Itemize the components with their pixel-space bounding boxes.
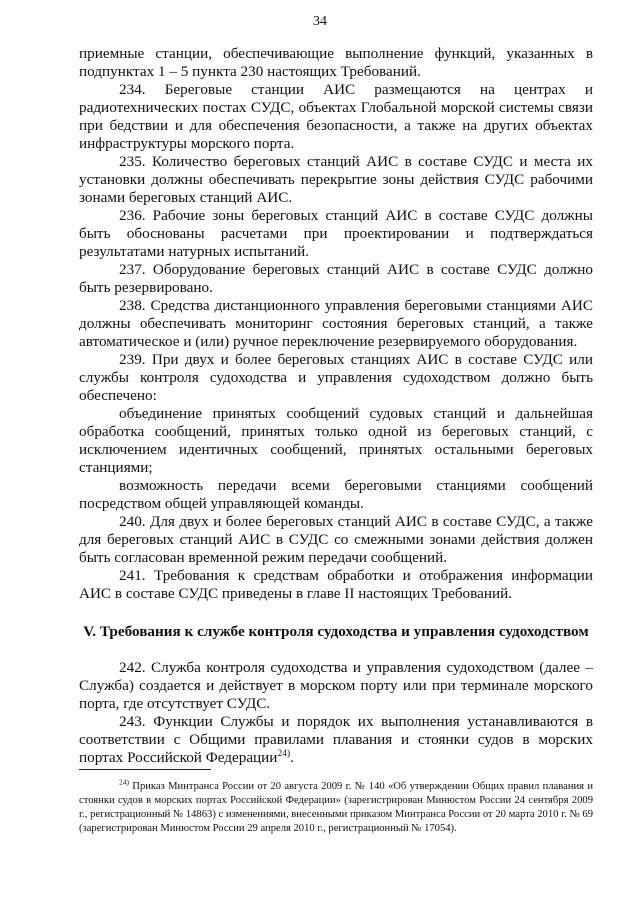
- main-text: [79, 45, 593, 767]
- footnote-text: Приказ Минтранса России от 20 августа 2009 г. № 140 «Об утверждении Общих правил плавания и стоянки судов в морских портах Российской Федерации» (зарегистрирован Минюстом России 24 сентября 2009 г., регистрационный № 14863) с изменениями, внесенными приказом Минтранса России от 20 марта 2010 г. № 69 (зарегистрирован Минюстом России 29 апреля 2010 г., регистрационный № 17054).: [79, 781, 593, 834]
- paragraph-237: 237. Оборудование береговых станций АИС в составе СУДС должно быть резервировано.: [79, 261, 593, 296]
- paragraph-239-item-2: возможность передачи всеми береговыми станциями сообщений посредством общей управляющей команды.: [79, 477, 593, 512]
- paragraph-239-item-1: объединение принятых сообщений судовых станций и дальнейшая обработка сообщений, принятых только одной из береговых станций, с исключением идентичных сообщений, принятых остальными береговых станциями;: [79, 405, 593, 476]
- paragraph-243: [79, 713, 593, 767]
- footnote-reference[interactable]: 24): [277, 748, 291, 759]
- paragraph-242: 242. Служба контроля судоходства и управления судоходством (далее – Служба) создается и действует в морском порту или при терминале морского порта, где отсутствует СУДС.: [79, 659, 593, 712]
- paragraph-238: 238. Средства дистанционного управления береговыми станциями АИС должны обеспечивать мониторинг состояния береговых станций, а также автоматическое и (или) ручное переключение резервируемого оборудования.: [79, 297, 593, 350]
- paragraph-241: 241. Требования к средствам обработки и отображения информации АИС в составе СУДС приведены в главе II настоящих Требований.: [79, 567, 593, 602]
- section-heading: V. Требования к службе контроля судоходства и управления судоходством: [83, 623, 589, 640]
- paragraph-239: 239. При двух и более береговых станциях АИС в составе СУДС или службы контроля судоходства и управления судоходством должно быть обеспечено:: [79, 351, 593, 404]
- paragraph-235: 235. Количество береговых станций АИС в составе СУДС и места их установки должны обеспечивать перекрытие зоны действия СУДС рабочими зонами береговых станций АИС.: [79, 153, 593, 206]
- paragraph-continuation: приемные станции, обеспечивающие выполнение функций, указанных в подпунктах 1 – 5 пункта 230 настоящих Требований.: [79, 45, 593, 80]
- paragraph-236: 236. Рабочие зоны береговых станций АИС в составе СУДС должны быть обоснованы расчетами при проектировании и подтверждаться результатами натурных испытаний.: [79, 207, 593, 260]
- page-number: 34: [313, 14, 327, 29]
- paragraph-240: 240. Для двух и более береговых станций АИС в составе СУДС, а также для береговых станций АИС в СУДС со смежными зонами действия должен быть согласован временной режим передачи сообщений.: [79, 513, 593, 566]
- footnote-mark: 24): [119, 777, 129, 787]
- footnote-divider: [79, 769, 211, 770]
- footnote: [79, 777, 593, 836]
- paragraph-243-text: 243. Функции Службы и порядок их выполнения устанавливаются в соответствии с Общими правилами плавания и стоянки судов в морских портах Российской Федерации: [79, 713, 593, 766]
- paragraph-234: 234. Береговые станции АИС размещаются на центрах и радиотехнических постах СУДС, объектах Глобальной морской системы связи при бедствии и для обеспечения безопасности, а также на других объектах инфраструктуры морского порта.: [79, 81, 593, 152]
- paragraph-243-end: .: [290, 749, 294, 766]
